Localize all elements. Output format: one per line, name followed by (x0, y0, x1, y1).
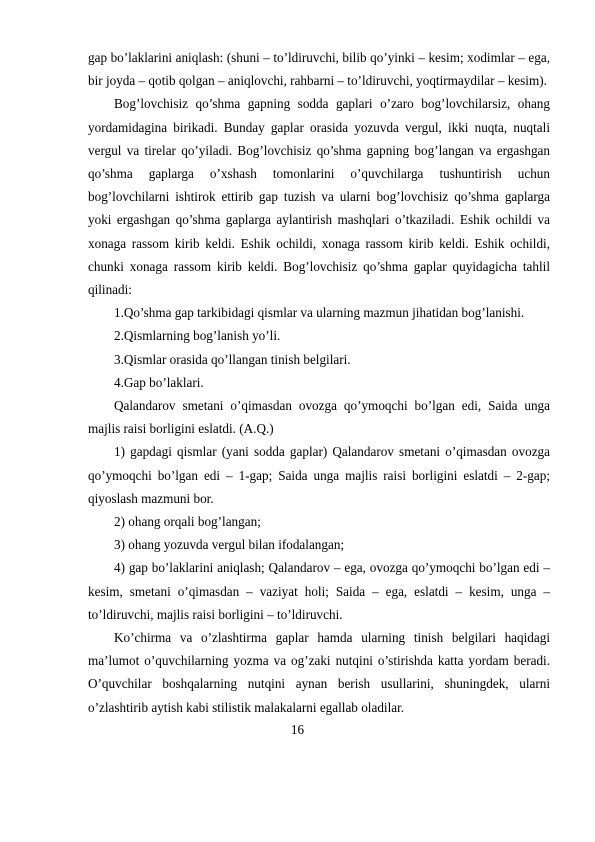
example-analysis-1: 1) gapdagi qismlar (yani sodda gaplar) Qalandarov smetani o’qimasdan ovozga qo’ymoqchi bo’lgan edi – 1-gap; Saida unga majlis raisi borligini eslatdi – 2-gap; qiyoslash mazmuni bor. (88, 444, 550, 506)
analysis-step-3: 3.Qismlar orasida qo’llangan tinish belgilari. (114, 351, 351, 367)
page-number: 16 (290, 722, 305, 737)
body-text (88, 46, 550, 719)
example-analysis-3: 3) ohang yozuvda vergul bilan ifodalangan; (114, 537, 345, 553)
analysis-step-2: 2.Qismlarning bog’lanish yo’li. (114, 328, 281, 344)
analysis-step-4: 4.Gap bo’laklari. (114, 374, 204, 390)
analysis-step-1: 1.Qo’shma gap tarkibidagi qismlar va ularning mazmun jihatidan bog’lanishi. (114, 305, 525, 321)
example-analysis-4: 4) gap bo’laklarini aniqlash; Qalandarov – ega, ovozga qo’ymoqchi bo’lgan edi – kesim, smetani o’qimasdan – vaziyat holi; Saida – ega, eslatdi – kesim, unga – to’ldiruvchi, majlis raisi borligini – to’ldiruvchi. (88, 560, 550, 622)
paragraph-continued: gap bo’laklarini aniqlash: (shuni – to’ldiruvchi, bilib qo’yinki – kesim; xodimlar – ega, bir joyda – qotib qolgan – aniqlovchi, rahbarni – to’ldiruvchi, yoqtirmaydilar – kesim). (88, 50, 550, 89)
paragraph-reported-speech: Ko’chirma va o’zlashtirma gaplar hamda ularning tinish belgilari haqidagi ma’lumot o’quvchilarning yozma va og’zaki nutqini o’stirishda katta yordam beradi. O’quvchilar boshqalarning nutqini aynan berish usullarini, shuningdek, ularni o’zlashtirib aytish kabi stilistik malakalarni egallab oladilar. (88, 630, 550, 715)
example-analysis-2: 2) ohang orqali bog’langan; (114, 514, 261, 530)
example-sentence: Qalandarov smetani o’qimasdan ovozga qo’ymoqchi bo’lgan edi, Saida unga majlis raisi borligini eslatdi. (A.Q.) (88, 398, 550, 437)
paragraph-conjunctionless-compound: Bog’lovchisiz qo’shma gapning sodda gaplari o’zaro bog’lovchilarsiz, ohang yordamidagina birikadi. Bunday gaplar orasida yozuvda vergul, ikki nuqta, nuqtali vergul va tirelar qo’yiladi. Bog’lovchisiz qo’shma gapning bog’langan va ergashgan qo’shma gaplarga o’xshash tomonlarini o’quvchilarga tushuntirish uchun bog’lovchilarni ishtirok ettirib gap tuzish va ularni bog’lovchisiz qo’shma gaplarga yoki ergashgan qo’shma gaplarga aylantirish mashqlari o’tkaziladi. Eshik ochildi va xonaga rassom kirib keldi. Eshik ochildi, xonaga rassom kirib keldi. Eshik ochildi, chunki xonaga rassom kirib keldi. Bog’lovchisiz qo’shma gaplar quyidagicha tahlil qilinadi: (88, 96, 550, 298)
